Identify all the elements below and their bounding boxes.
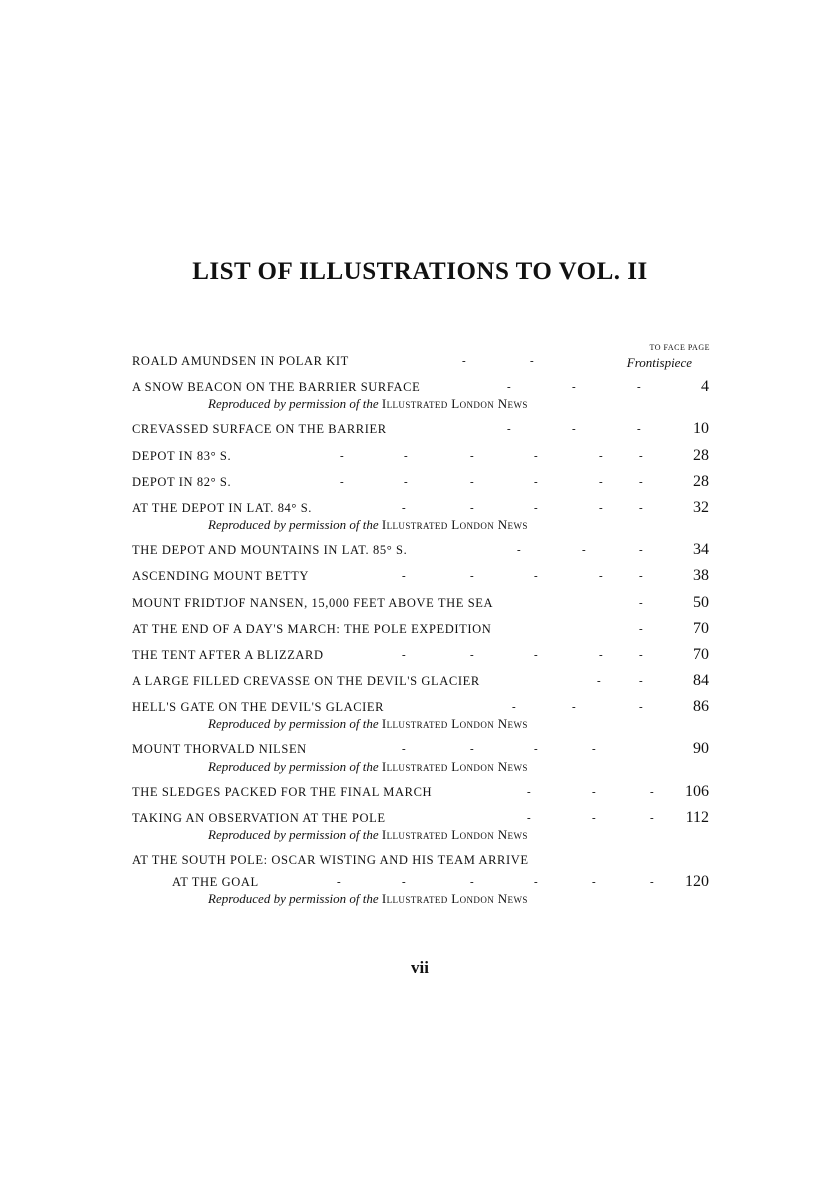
entry-title: THE SLEDGES PACKED FOR THE FINAL MARCH (132, 784, 433, 799)
column-header: TO FACE PAGE (649, 343, 710, 352)
credit-prefix: Reproduced by permission of the (208, 758, 379, 774)
entry-title: AT THE SOUTH POLE: OSCAR WISTING AND HIS TEAM ARRIVE (132, 853, 529, 867)
leader-dash: - (650, 876, 654, 888)
entry-page: 120 (685, 873, 709, 890)
list-item (132, 620, 712, 638)
leader-dash: - (402, 876, 406, 888)
leader-dash: - (592, 876, 596, 888)
entry-title: HELL'S GATE ON THE DEVIL'S GLACIER (132, 700, 385, 715)
entry-title: A SNOW BEACON ON THE BARRIER SURFACE (132, 380, 421, 395)
credit-prefix: Reproduced by permission of the (208, 827, 379, 842)
entry-page: 90 (693, 740, 709, 758)
leader-dash: - (470, 501, 474, 514)
leader-dash: - (637, 423, 641, 436)
list-item (132, 378, 712, 396)
leader-dash: - (599, 475, 603, 488)
leader-dash: - (650, 785, 654, 798)
leader-dash: - (599, 570, 603, 583)
leader-dash: - (507, 381, 511, 394)
entry-page: 28 (693, 446, 709, 464)
list-item (132, 740, 712, 758)
leader-dash: - (639, 675, 643, 688)
leader-dash: - (402, 648, 406, 661)
credit-publication: Illustrated London News (381, 758, 528, 774)
credit-line (132, 759, 712, 775)
entry-page: 10 (693, 420, 709, 438)
leader-dash: - (340, 475, 344, 488)
leader-dash: - (639, 501, 643, 514)
leader-dash: - (512, 701, 516, 714)
list-item (132, 698, 712, 716)
leader-dash: - (534, 876, 538, 888)
leader-dash: - (639, 622, 643, 635)
leader-dash: - (507, 423, 511, 436)
leader-dash: - (534, 449, 538, 462)
leader-dash: - (534, 501, 538, 514)
page-title: LIST OF ILLUSTRATIONS TO VOL. II (192, 258, 648, 285)
leader-dash: - (650, 811, 654, 824)
leader-dash: - (582, 544, 586, 557)
entry-title: AT THE DEPOT IN LAT. 84° S. (132, 500, 312, 515)
leader-dash: - (470, 570, 474, 583)
leader-dash: - (572, 381, 576, 394)
credit-line (132, 827, 712, 843)
entry-title: DEPOT IN 83° S. (132, 448, 232, 463)
entry-page: 112 (685, 808, 709, 826)
credit-publication: Illustrated London News (381, 716, 528, 732)
leader-dash: - (639, 648, 643, 661)
page-number: vii (411, 958, 429, 977)
entry-page: 86 (693, 698, 709, 716)
leader-dash: - (470, 449, 474, 462)
leader-dash: - (599, 648, 603, 661)
entry-title-continuation: AT THE GOAL (172, 875, 259, 889)
credit-publication: Illustrated London News (381, 517, 528, 533)
list-item (132, 567, 712, 585)
leader-dash: - (462, 355, 466, 367)
leader-dash: - (402, 570, 406, 583)
leader-dash: - (527, 785, 531, 798)
credit-publication: Illustrated London News (381, 827, 528, 842)
entry-page: 84 (693, 672, 709, 690)
entry-page: 4 (701, 378, 709, 396)
leader-dash: - (534, 475, 538, 488)
entry-page: 28 (693, 472, 709, 490)
credit-publication: Illustrated London News (381, 891, 528, 907)
credit-line (132, 716, 712, 732)
leader-dash: - (337, 876, 341, 888)
credit-line (132, 517, 712, 533)
entry-page: 106 (685, 782, 709, 800)
leader-dash: - (572, 423, 576, 436)
leader-dash: - (470, 475, 474, 488)
illustrations-list (132, 352, 712, 915)
list-item (132, 672, 712, 690)
list-item (132, 499, 712, 517)
leader-dash: - (572, 701, 576, 714)
leader-dash: - (527, 811, 531, 824)
leader-dash: - (470, 876, 474, 888)
entry-title: A LARGE FILLED CREVASSE ON THE DEVIL'S GLACIER (132, 674, 480, 689)
entry-page: 38 (693, 567, 709, 585)
leader-dash: - (470, 743, 474, 756)
entry-page: 70 (693, 645, 709, 663)
leader-dash: - (592, 785, 596, 798)
entry-page: 50 (693, 593, 709, 611)
list-item (132, 420, 712, 438)
leader-dash: - (534, 648, 538, 661)
credit-prefix: Reproduced by permission of the (208, 891, 379, 907)
leader-dash: - (404, 449, 408, 462)
entry-title: THE TENT AFTER A BLIZZARD (132, 647, 324, 662)
leader-dash: - (402, 743, 406, 756)
leader-dash: - (599, 449, 603, 462)
list-item (132, 851, 712, 869)
credit-line (132, 396, 712, 412)
list-item (132, 594, 712, 612)
entry-page: 34 (693, 541, 709, 559)
leader-dash: - (534, 570, 538, 583)
credit-prefix: Reproduced by permission of the (208, 396, 379, 412)
list-item (132, 809, 712, 827)
credit-prefix: Reproduced by permission of the (208, 716, 379, 732)
entry-page: Frontispiece (626, 355, 692, 370)
list-item (132, 473, 712, 491)
leader-dash: - (639, 449, 643, 462)
entry-page: 70 (693, 619, 709, 637)
list-item (132, 783, 712, 801)
leader-dash: - (592, 811, 596, 824)
credit-prefix: Reproduced by permission of the (208, 517, 379, 533)
credit-line (132, 891, 712, 907)
leader-dash: - (639, 475, 643, 488)
list-item (132, 352, 712, 370)
entry-title: MOUNT FRIDTJOF NANSEN, 15,000 FEET ABOVE THE SEA (132, 595, 494, 610)
entry-title: TAKING AN OBSERVATION AT THE POLE (132, 810, 386, 825)
list-item (132, 541, 712, 559)
credit-publication: Illustrated London News (381, 396, 528, 412)
leader-dash: - (599, 501, 603, 514)
entry-title: THE DEPOT AND MOUNTAINS IN LAT. 85° S. (132, 543, 408, 558)
entry-title: ROALD AMUNDSEN IN POLAR KIT (132, 354, 349, 368)
leader-dash: - (517, 544, 521, 557)
leader-dash: - (637, 381, 641, 394)
list-item-continuation (132, 873, 712, 891)
entry-title: CREVASSED SURFACE ON THE BARRIER (132, 422, 387, 437)
entry-title: DEPOT IN 82° S. (132, 474, 232, 489)
leader-dash: - (470, 648, 474, 661)
leader-dash: - (597, 675, 601, 688)
leader-dash: - (639, 596, 643, 609)
leader-dash: - (340, 449, 344, 462)
list-item (132, 646, 712, 664)
leader-dash: - (592, 743, 596, 756)
leader-dash: - (639, 701, 643, 714)
entry-title: ASCENDING MOUNT BETTY (132, 569, 309, 584)
list-item (132, 447, 712, 465)
leader-dash: - (639, 544, 643, 557)
leader-dash: - (404, 475, 408, 488)
leader-dash: - (402, 501, 406, 514)
entry-title: MOUNT THORVALD NILSEN (132, 742, 307, 757)
leader-dash: - (530, 355, 534, 367)
entry-page: 32 (693, 498, 709, 516)
leader-dash: - (534, 743, 538, 756)
leader-dash: - (639, 570, 643, 583)
entry-title: AT THE END OF A DAY'S MARCH: THE POLE EXPEDITION (132, 621, 492, 636)
